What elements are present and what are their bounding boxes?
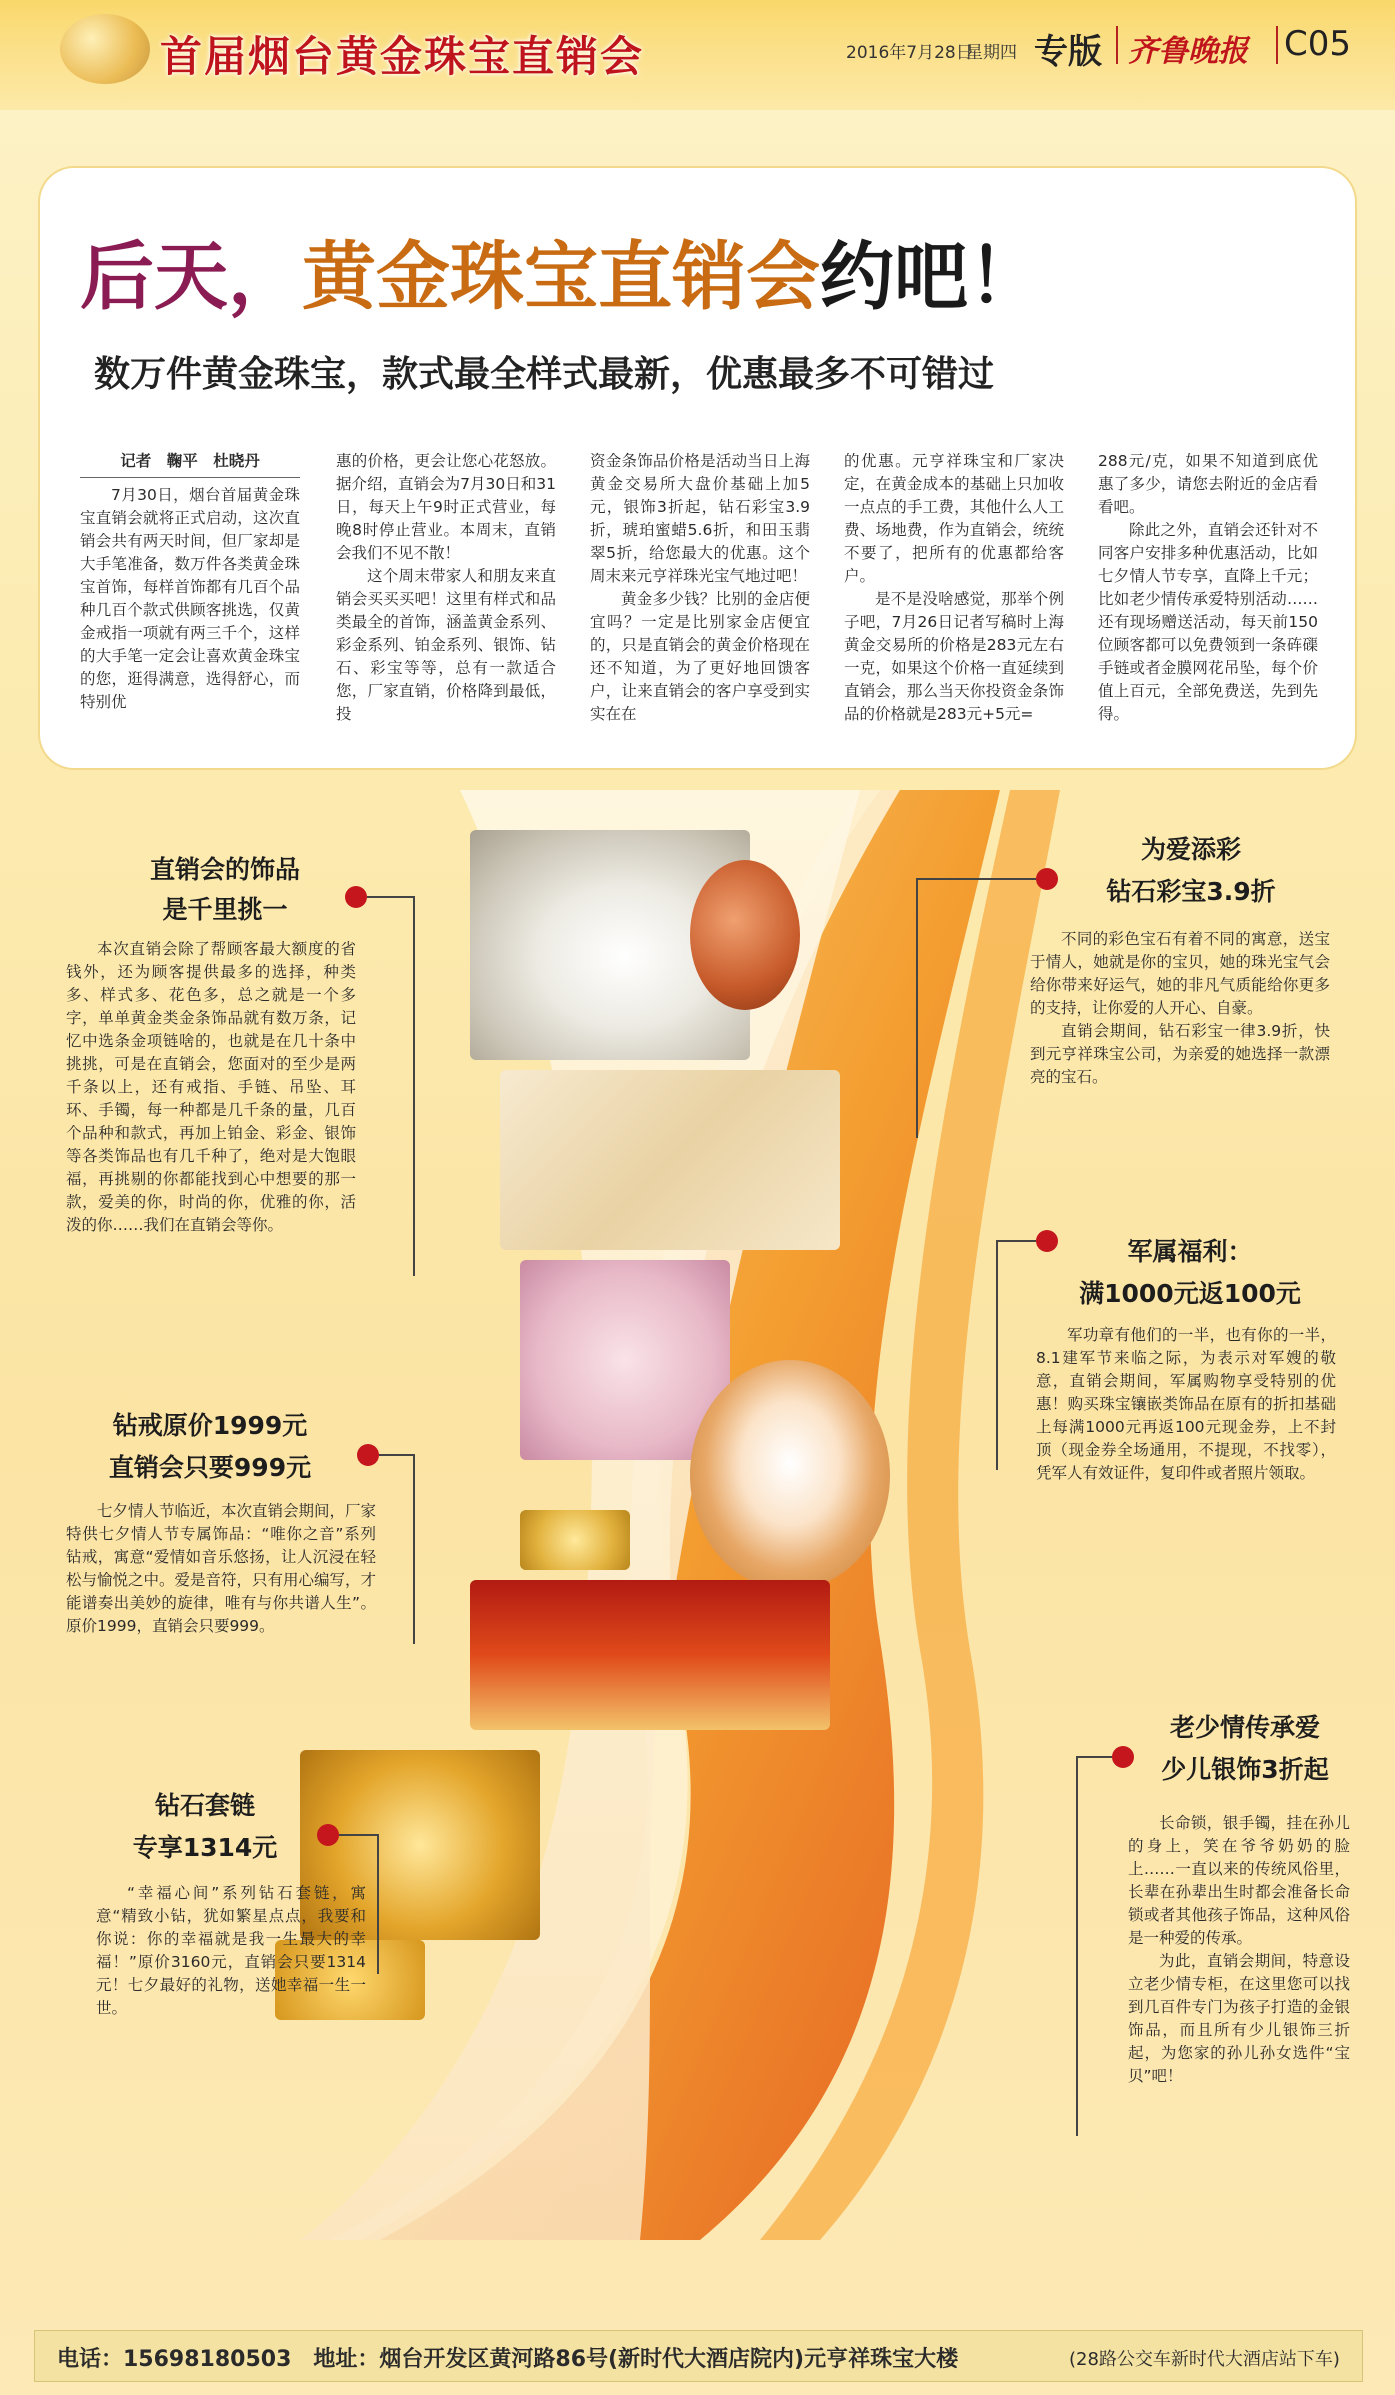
connector-line	[916, 878, 918, 1138]
connector-line	[1076, 1756, 1112, 1758]
issue-weekday: 星期四	[966, 43, 1017, 63]
section-subtitle: 专享1314元	[132, 1833, 278, 1862]
section-title: 钻石套链	[154, 1791, 255, 1820]
section-title: 老少情传承爱	[1169, 1713, 1320, 1742]
section-body	[66, 1500, 376, 1638]
section-title: 钻戒原价1999元	[112, 1411, 308, 1440]
bullet-dot	[357, 1444, 379, 1466]
section-subtitle: 少儿银饰3折起	[1161, 1755, 1329, 1784]
section-subtitle: 是千里挑一	[162, 895, 288, 924]
contact-footer	[34, 2330, 1363, 2382]
section-subtitle: 钻石彩宝3.9折	[1106, 877, 1276, 906]
gold-band-photo	[520, 1510, 630, 1570]
bullet-dot	[1112, 1746, 1134, 1768]
article-paragraph: 的优惠。元亨祥珠宝和厂家决定，在黄金成本的基础上只加收一点点的手工费，其他什么人工费、场地费，作为直销会，统统不要了，把所有的优惠都给客户。	[844, 452, 1064, 585]
coral-pendant-photo	[690, 860, 800, 1010]
section-body	[96, 1882, 366, 2020]
section-paragraph: “幸福心间”系列钻石套链，寓意“精致小钻，犹如繁星点点，我要和你说：你的幸福就是我一生最大的幸福！”原价3160元，直销会只要1314元！七夕最好的礼物，送她幸福一生一世。	[96, 1884, 366, 2017]
section-body	[1036, 1324, 1336, 1485]
section-paragraph: 长命锁，银手镯，挂在孙儿的身上，笑在爷爷奶奶的脸上……一直以来的传统风俗里，长辈在孙辈出生时都会准备长命锁或者其他孩子饰品，这种风俗是一种爱的传承。	[1128, 1814, 1350, 1947]
section-paragraph: 直销会期间，钻石彩宝一律3.9折，快到元亨祥珠宝公司，为亲爱的她选择一款漂亮的宝石。	[1030, 1022, 1330, 1086]
pearl-tassel-necklace-photo	[500, 1070, 840, 1250]
connector-line	[996, 1240, 998, 1470]
section-paragraph: 七夕情人节临近，本次直销会期间，厂家特供七夕情人节专属饰品：“唯你之音”系列钻戒，寓意“爱情如音乐悠扬，让人沉浸在轻松与愉悦之中。爱是音符，只有用心编写，才能谱奏出美妙的旋律，唯有与你共谱人生”。原价1999，直销会只要999。	[66, 1502, 377, 1635]
article-column-3	[590, 450, 810, 760]
section-body	[66, 938, 356, 1237]
article-paragraph: 7月30日，烟台首届黄金珠宝直销会就将正式启动，这次直销会共有两天时间，但厂家却是大手笔准备，数万件各类黄金珠宝首饰，每样首饰都有几百个品种几百个款式供顾客挑选，仅黄金戒指一项就有两三千个，这样的大手笔一定会让喜欢黄金珠宝的您，逛得满意，选得舒心，而特别优	[80, 486, 300, 711]
section-paragraph: 本次直销会除了帮顾客最大额度的省钱外，还为顾客提供最多的选择，种类多、样式多、花色多，总之就是一个多字，单单黄金类金条饰品就有数万条，记忆中选条金项链啥的，也就是在几十条中挑挑，可是在直销会，您面对的至少是两千条以上，还有戒指、手链、吊坠、耳环、手镯，每一种都是几千条的量，几百个品种和款式，再加上铂金、彩金、银饰等各类饰品也有几千种了，绝对是大饱眼福，再挑剔的你都能找到心中想要的那一款，爱美的你，时尚的你，优雅的你，活泼的你……我们在直销会等你。	[66, 940, 356, 1234]
connector-line	[916, 878, 1036, 880]
issue-date: 2016年7月28日	[846, 43, 973, 63]
gold-ring-decoration	[60, 14, 150, 84]
headline	[80, 218, 1042, 324]
subheadline: 数万件黄金珠宝，款式最全样式最新，优惠最多不可错过	[94, 354, 995, 395]
connector-line	[413, 1454, 415, 1644]
section-paragraph: 不同的彩色宝石有着不同的寓意，送宝于情人，她就是你的宝贝，她的珠光宝气会给你带来好运气，她的非凡气质能给你更多的支持，让你爱的人开心、自豪。	[1030, 930, 1330, 1017]
banner-title: 首届烟台黄金珠宝直销会	[160, 32, 645, 81]
article-paragraph: 这个周末带家人和朋友来直销会买买买吧！这里有样式和品类最全的首饰，涵盖黄金系列、彩金系列、铂金系列、银饰、钻石、彩宝等等，总有一款适合您，厂家直销，价格降到最低，投	[336, 567, 556, 723]
article-paragraph: 资金条饰品价格是活动当日上海黄金交易所大盘价基础上加5元，银饰3折起，钻石彩宝3.9折，琥珀蜜蜡5.6折，和田玉翡翠5折，给您最大的优惠。这个周末来元亨祥珠光宝气地过吧！	[590, 452, 810, 585]
section-label: 专版	[1034, 32, 1102, 72]
article-column-4	[844, 450, 1064, 760]
article-paragraph: 惠的价格，更会让您心花怒放。据介绍，直销会为7月30日和31日，每天上午9时正式营业，每晚8时停止营业。本周末，直销会我们不见不散！	[336, 452, 556, 562]
headline-part-2: 黄金珠宝直销会	[302, 234, 820, 320]
article-paragraph: 黄金多少钱？比别的金店便宜吗？一定是比别家金店便宜的，只是直销会的黄金价格现在还不知道，为了更好地回馈客户，让来直销会的客户享受到实实在在	[590, 590, 810, 723]
bullet-dot	[317, 1824, 339, 1846]
section-body	[1030, 928, 1330, 1089]
promo-panel	[0, 790, 1395, 2240]
section-title: 直销会的饰品	[149, 855, 300, 884]
newspaper-logo: 齐鲁晚报	[1128, 34, 1248, 69]
section-body	[1128, 1812, 1350, 2088]
section-paragraph: 军功章有他们的一半，也有你的一半，8.1建军节来临之际，为表示对军嫂的敬意，直销会期间，军属购物享受特别的优惠！购买珠宝镶嵌类饰品在原有的折扣基础上每满1000元再返100元现金券，上不封顶（现金券全场通用，不提现，不找零），凭军人有效证件，复印件或者照片领取。	[1036, 1326, 1336, 1482]
connector-line	[996, 1240, 1036, 1242]
contact-info: 电话：15698180503 地址：烟台开发区黄河路86号(新时代大酒店院内)元亨祥珠宝大楼	[57, 2347, 959, 2372]
connector-line	[1076, 1756, 1078, 2136]
article-column-5	[1098, 450, 1318, 760]
section-title: 军属福利：	[1127, 1237, 1253, 1266]
bullet-dot	[1036, 868, 1058, 890]
bullet-dot	[1036, 1230, 1058, 1252]
connector-line	[367, 896, 415, 898]
divider	[1276, 26, 1278, 64]
headline-part-1: 后天，	[80, 234, 302, 320]
gold-necklace-display-photo	[470, 1580, 830, 1730]
bullet-dot	[345, 886, 367, 908]
section-subtitle: 直销会只要999元	[108, 1453, 312, 1482]
byline-rule	[80, 477, 300, 478]
section-paragraph: 为此，直销会期间，特意设立老少情专柜，在这里您可以找到几百件专门为孩子打造的金银饰品，而且所有少儿银饰三折起，为您家的孙儿孙女选件“宝贝”吧！	[1128, 1952, 1350, 2085]
article-paragraph: 除此之外，直销会还针对不同客户安排多种优惠活动，比如七夕情人节专享，直降上千元；比如老少情传承爱特别活动……还有现场赠送活动，每天前150位顾客都可以免费领到一条砗磲手链或者金膜网花吊坠，每个价值上百元，全部免费送，先到先得。	[1098, 521, 1318, 723]
article-column-2	[336, 450, 556, 760]
article-paragraph: 是不是没啥感觉，那举个例子吧，7月26日记者写稿时上海黄金交易所的价格是283元左右一克，如果这个价格一直延续到直销会，那么当天你投资金条饰品的价格就是283元+5元=	[844, 590, 1064, 723]
section-subtitle: 满1000元返100元	[1079, 1279, 1301, 1308]
masthead-banner	[0, 0, 1395, 110]
gold-rose-ring-photo	[690, 1360, 890, 1590]
divider	[1116, 26, 1118, 64]
connector-line	[379, 1454, 415, 1456]
section-title: 为爱添彩	[1140, 835, 1241, 864]
article-paragraph: 288元/克，如果不知道到底优惠了多少，请您去附近的金店看看吧。	[1098, 452, 1318, 516]
connector-line	[413, 896, 415, 1276]
article-column-1	[80, 450, 300, 760]
connector-line	[339, 1834, 379, 1836]
connector-line	[377, 1834, 379, 1974]
headline-part-3: 约吧！	[820, 234, 1042, 320]
bus-directions: (28路公交车新时代大酒店站下车)	[1069, 2349, 1340, 2370]
byline: 记者 鞠平 杜晓丹	[120, 452, 260, 470]
page-number: C05	[1284, 24, 1352, 64]
